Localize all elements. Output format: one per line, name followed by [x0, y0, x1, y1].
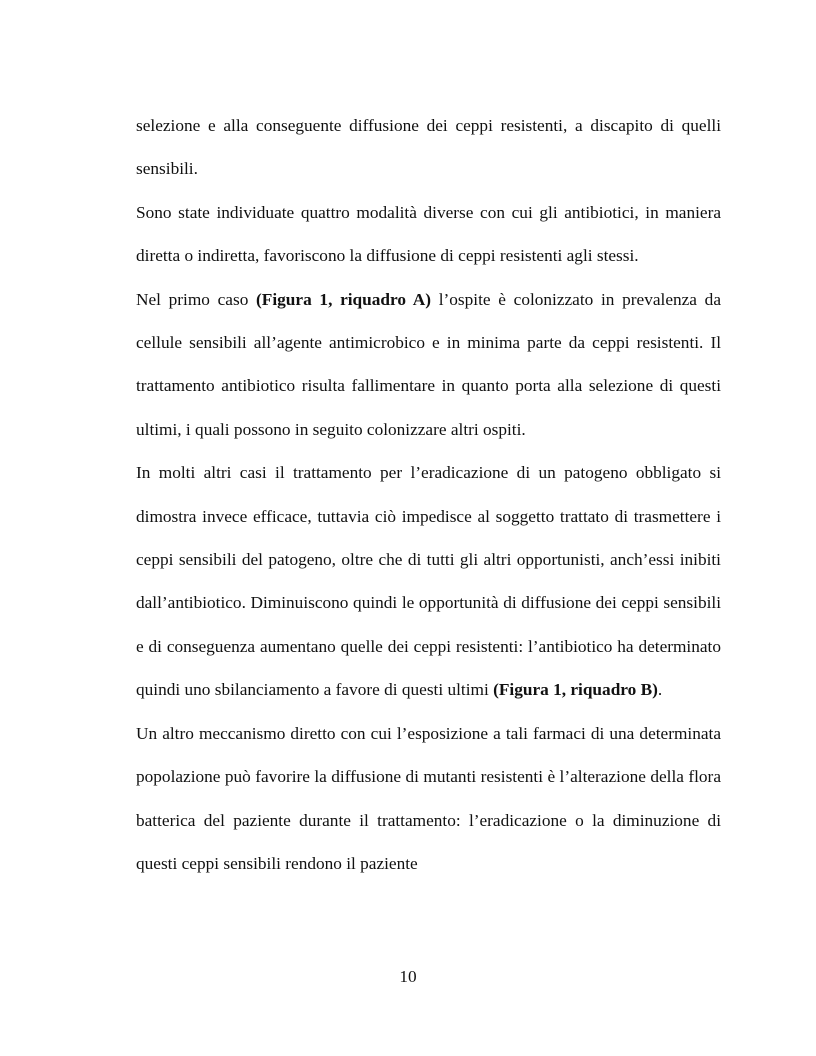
paragraph-2-text: Sono state individuate quattro modalità diverse con cui gli antibiotici, in maniera diretta o indiretta, favoriscono la diffusione di ceppi resistenti agli stessi. — [136, 202, 721, 266]
paragraph-3-text-start: Nel primo caso — [136, 289, 257, 309]
paragraph-2 — [136, 191, 721, 278]
paragraph-4-text-end: . — [657, 680, 663, 700]
page-body — [136, 104, 721, 885]
figure-reference-b: (Figura 1, riquadro B) — [493, 680, 658, 700]
paragraph-1 — [136, 104, 721, 191]
paragraph-3 — [136, 278, 721, 452]
paragraph-3-text-end: l’ospite è colonizzato in prevalenza da cellule sensibili all’agente antimicrobico e in minima parte da ceppi resistenti. Il trattamento antibiotico risulta fallimentare in quanto porta alla selezione di questi ultimi, i quali possono in seguito colonizzare altri ospiti. — [136, 289, 721, 439]
paragraph-4-text-start: In molti altri casi il trattamento per l’eradicazione di un patogeno obbligato si dimostra invece efficace, tuttavia ciò impedisce al soggetto trattato di trasmettere i ceppi sensibili del patogeno, oltre che di tutti gli altri opportunisti, anch’essi inibiti dall’antibiotico. Diminuiscono quindi le opportunità di diffusione dei ceppi sensibili e di conseguenza aumentano quelle dei ceppi resistenti: l’antibiotico ha determinato quindi uno sbilanciamento a favore di questi ultimi — [136, 463, 721, 700]
paragraph-4 — [136, 451, 721, 711]
page-number: 10 — [399, 967, 417, 986]
paragraph-1-text: selezione e alla conseguente diffusione dei ceppi resistenti, a discapito di quelli sensibili. — [136, 116, 721, 179]
figure-reference-a: (Figura 1, riquadro A) — [256, 289, 432, 309]
paragraph-5-text: Un altro meccanismo diretto con cui l’esposizione a tali farmaci di una determinata popolazione può favorire la diffusione di mutanti resistenti è l’alterazione della flora batterica del paziente durante il trattamento: l’eradicazione o la diminuzione di questi ceppi sensibili rendono il paziente — [136, 723, 721, 873]
paragraph-5 — [136, 712, 721, 886]
